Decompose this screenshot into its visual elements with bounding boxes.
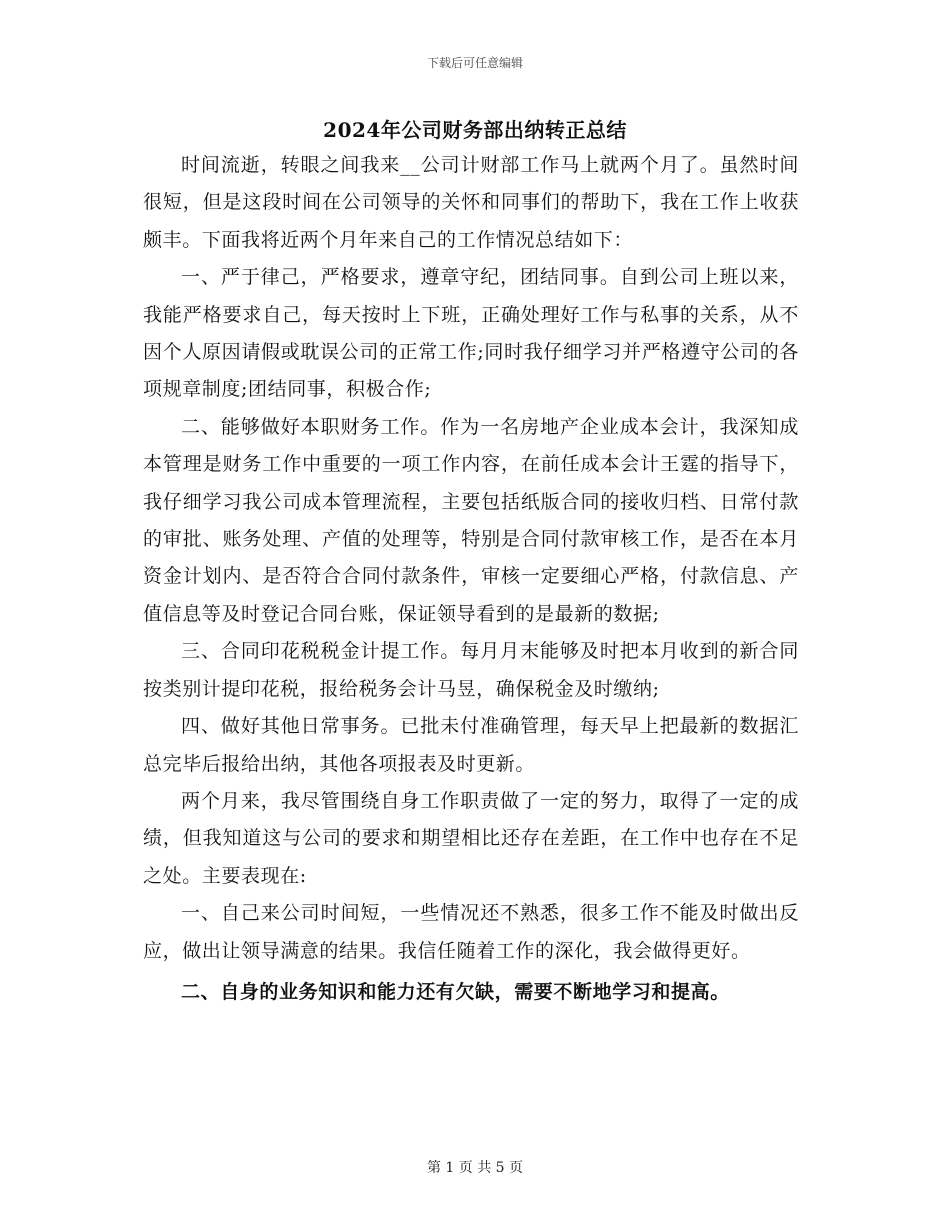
header-note: 下载后可任意编辑: [426, 56, 523, 70]
paragraph-shortcomings: 两个月来，我尽管围绕自身工作职责做了一定的努力，取得了一定的成绩，但我知道这与公司的要求和期望相比还存在差距，在工作中也存在不足之处。主要表现在:: [143, 789, 799, 887]
paragraph-intro: 时间流逝，转眼之间我来__公司计财部工作马上就两个月了。虽然时间很短，但是这段时间在公司领导的关怀和同事们的帮助下，我在工作上收获颇丰。下面我将近两个月年来自己的工作情况总结如下：: [143, 154, 799, 251]
document-title: 2024年公司财务部出纳转正总结: [323, 118, 627, 142]
paragraph-shortcoming-two: 二、自身的业务知识和能力还有欠缺，需要不断地学习和提高。: [181, 980, 730, 1003]
paragraph-daily-affairs: 四、做好其他日常事务。已批未付准确管理，每天早上把最新的数据汇总完毕后报给出纳，其他各项报表及时更新。: [143, 715, 799, 775]
paragraph-finance-work: 二、能够做好本职财务工作。作为一名房地产企业成本会计，我深知成本管理是财务工作中重要的一项工作内容，在前任成本会计王霆的指导下，我仔细学习我公司成本管理流程，主要包括纸版合同的接收归档、日常付款的审批、账务处理、产值的处理等，特别是合同付款审核工作，是否在本月资金计划内、是否符合合同付款条件，审核一定要细心严格，付款信息、产值信息等及时登记合同台账，保证领导看到的是最新的数据;: [143, 415, 799, 625]
paragraph-discipline: 一、严于律己，严格要求，遵章守纪，团结同事。自到公司上班以来，我能严格要求自己，每天按时上下班，正确处理好工作与私事的关系，从不因个人原因请假或耽误公司的正常工作;同时我仔细学习并严格遵守公司的各项规章制度;团结同事，积极合作;: [143, 266, 799, 401]
paragraph-shortcoming-one: 一、自己来公司时间短，一些情况还不熟悉，很多工作不能及时做出反应，做出让领导满意的结果。我信任随着工作的深化，我会做得更好。: [143, 902, 799, 962]
paragraph-stamp-tax: 三、合同印花税税金计提工作。每月月末能够及时把本月收到的新合同按类别计提印花税，报给税务会计马昱，确保税金及时缴纳;: [143, 640, 799, 700]
document-body: [143, 147, 799, 1011]
page-number: 第 1 页 共 5 页: [426, 1160, 524, 1176]
